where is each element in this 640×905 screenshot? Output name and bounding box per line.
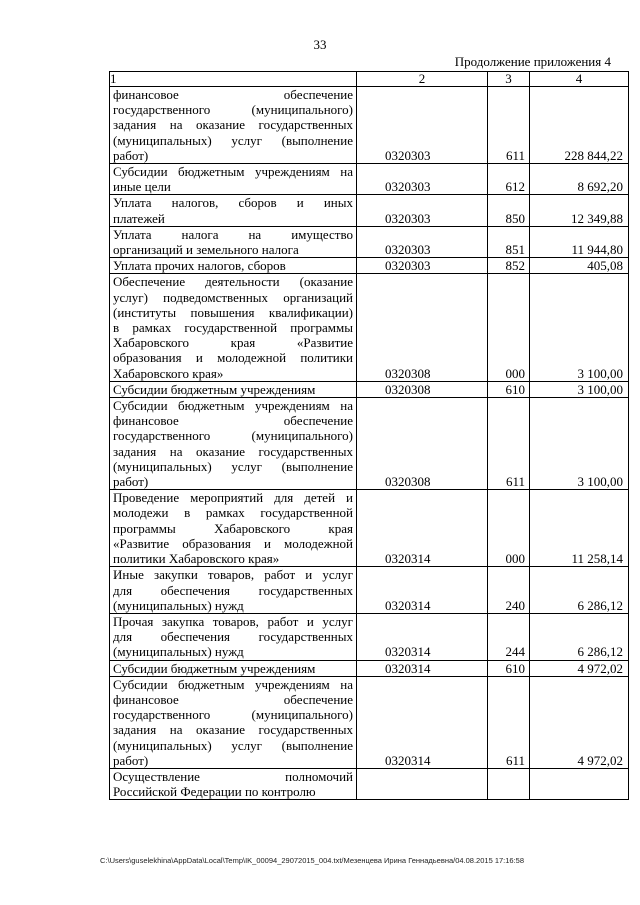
row-description xyxy=(110,676,357,768)
row-code xyxy=(357,768,488,799)
header-col-2: 2 xyxy=(357,72,488,87)
description-line: работ) xyxy=(113,474,149,490)
description-line: (институты повышения квалификации) xyxy=(113,304,353,320)
description-line: Субсидии бюджетным учреждениям на xyxy=(113,676,353,692)
table-row xyxy=(110,613,629,660)
row-expense-type: 610 xyxy=(488,381,530,397)
row-expense-type: 850 xyxy=(488,195,530,226)
description-line: финансовое обеспечение xyxy=(113,87,353,102)
description-line: платежей xyxy=(113,210,165,226)
description-line: организаций и земельного налога xyxy=(113,242,299,258)
row-description xyxy=(110,490,357,567)
header-col-1: 1 xyxy=(110,72,357,87)
table-row xyxy=(110,567,629,614)
row-amount: 6 286,12 xyxy=(530,613,629,660)
description-line: финансовое обеспечение xyxy=(113,413,353,429)
description-line: молодежи в рамках государственной xyxy=(113,505,353,521)
row-amount: 11 258,14 xyxy=(530,490,629,567)
description-line: иные цели xyxy=(113,179,171,195)
row-description xyxy=(110,660,357,676)
description-line: (муниципальных) услуг (выполнение xyxy=(113,132,353,148)
row-amount: 4 972,02 xyxy=(530,676,629,768)
description-line: задания на оказание государственных xyxy=(113,722,353,738)
description-line: (муниципальных) нужд xyxy=(113,644,244,660)
row-expense-type xyxy=(488,768,530,799)
description-line: Субсидии бюджетным учреждениям на xyxy=(113,164,353,180)
description-line: услуг) подведомственных организаций xyxy=(113,289,353,305)
row-expense-type: 240 xyxy=(488,567,530,614)
row-code: 0320308 xyxy=(357,381,488,397)
budget-table xyxy=(109,71,629,800)
row-amount: 4 972,02 xyxy=(530,660,629,676)
row-expense-type: 000 xyxy=(488,274,530,381)
description-line: Иные закупки товаров, работ и услуг xyxy=(113,567,353,583)
table-row xyxy=(110,768,629,799)
row-description xyxy=(110,274,357,381)
table-row xyxy=(110,87,629,164)
row-description xyxy=(110,567,357,614)
description-line: «Развитие образования и молодежной xyxy=(113,535,353,551)
row-expense-type: 852 xyxy=(488,258,530,274)
row-code: 0320303 xyxy=(357,226,488,257)
table-row xyxy=(110,274,629,381)
description-line: политики Хабаровского края» xyxy=(113,551,280,567)
row-code: 0320303 xyxy=(357,87,488,164)
description-line: задания на оказание государственных xyxy=(113,443,353,459)
description-line: (муниципальных) нужд xyxy=(113,597,244,613)
row-code: 0320303 xyxy=(357,258,488,274)
row-amount: 3 100,00 xyxy=(530,398,629,490)
row-code: 0320303 xyxy=(357,164,488,195)
description-line: для обеспечения государственных xyxy=(113,629,353,645)
row-amount: 228 844,22 xyxy=(530,87,629,164)
description-line: программы Хабаровского края xyxy=(113,520,353,536)
row-description xyxy=(110,613,357,660)
table-row xyxy=(110,660,629,676)
row-code: 0320308 xyxy=(357,398,488,490)
table-row xyxy=(110,676,629,768)
row-expense-type: 611 xyxy=(488,398,530,490)
table-row xyxy=(110,226,629,257)
row-description xyxy=(110,258,357,274)
row-amount xyxy=(530,768,629,799)
description-line: (муниципальных) услуг (выполнение xyxy=(113,737,353,753)
row-expense-type: 611 xyxy=(488,87,530,164)
row-expense-type: 610 xyxy=(488,660,530,676)
description-line: Уплата прочих налогов, сборов xyxy=(113,258,286,274)
description-line: в рамках государственной программы xyxy=(113,320,353,336)
description-line: Прочая закупка товаров, работ и услуг xyxy=(113,613,353,629)
row-description xyxy=(110,164,357,195)
table-row xyxy=(110,195,629,226)
description-line: Уплата налогов, сборов и иных xyxy=(113,195,353,211)
row-description xyxy=(110,226,357,257)
budget-table-body xyxy=(110,72,629,800)
table-row xyxy=(110,381,629,397)
description-line: работ) xyxy=(113,752,149,768)
description-line: финансовое обеспечение xyxy=(113,691,353,707)
description-line: государственного (муниципального) xyxy=(113,707,353,723)
row-expense-type: 000 xyxy=(488,490,530,567)
row-code: 0320308 xyxy=(357,274,488,381)
description-line: Осуществление полномочий xyxy=(113,768,353,784)
row-description xyxy=(110,381,357,397)
description-line: образования и молодежной политики xyxy=(113,350,353,366)
row-amount: 3 100,00 xyxy=(530,274,629,381)
description-line: Хабаровского края» xyxy=(113,365,224,381)
table-header-row xyxy=(110,72,629,87)
row-code: 0320303 xyxy=(357,195,488,226)
description-line: Обеспечение деятельности (оказание xyxy=(113,274,353,290)
row-code: 0320314 xyxy=(357,490,488,567)
description-line: Проведение мероприятий для детей и xyxy=(113,490,353,506)
table-row xyxy=(110,258,629,274)
page-number: 33 xyxy=(313,37,327,52)
row-expense-type: 244 xyxy=(488,613,530,660)
description-line: государственного (муниципального) xyxy=(113,102,353,118)
row-code: 0320314 xyxy=(357,567,488,614)
row-description xyxy=(110,768,357,799)
description-line: государственного (муниципального) xyxy=(113,428,353,444)
row-description xyxy=(110,398,357,490)
row-amount: 12 349,88 xyxy=(530,195,629,226)
description-line: работ) xyxy=(113,147,149,163)
header-col-4: 4 xyxy=(530,72,629,87)
row-expense-type: 611 xyxy=(488,676,530,768)
row-amount: 3 100,00 xyxy=(530,381,629,397)
row-description xyxy=(110,87,357,164)
file-path-footer: C:\Users\guselekhina\AppData\Local\Temp\IK_00094_29072015_004.txt/Мезенцева Ирина Геннадьевна/04.08.2015 17:16:58 xyxy=(100,856,525,865)
table-row xyxy=(110,164,629,195)
header-col-3: 3 xyxy=(488,72,530,87)
row-amount: 8 692,20 xyxy=(530,164,629,195)
description-line: Уплата налога на имущество xyxy=(113,226,353,242)
description-line: Хабаровского края «Развитие xyxy=(113,335,353,351)
row-amount: 11 944,80 xyxy=(530,226,629,257)
appendix-note: Продолжение приложения 4 xyxy=(454,54,611,69)
table-row xyxy=(110,490,629,567)
row-code: 0320314 xyxy=(357,613,488,660)
row-code: 0320314 xyxy=(357,676,488,768)
description-line: для обеспечения государственных xyxy=(113,582,353,598)
description-line: (муниципальных) услуг (выполнение xyxy=(113,458,353,474)
row-amount: 405,08 xyxy=(530,258,629,274)
row-amount: 6 286,12 xyxy=(530,567,629,614)
row-description xyxy=(110,195,357,226)
table-row xyxy=(110,398,629,490)
description-line: Субсидии бюджетным учреждениям xyxy=(113,381,316,397)
row-expense-type: 612 xyxy=(488,164,530,195)
row-expense-type: 851 xyxy=(488,226,530,257)
description-line: Российской Федерации по контролю xyxy=(113,784,316,800)
description-line: Субсидии бюджетным учреждениям xyxy=(113,660,316,676)
description-line: задания на оказание государственных xyxy=(113,117,353,133)
row-code: 0320314 xyxy=(357,660,488,676)
description-line: Субсидии бюджетным учреждениям на xyxy=(113,398,353,414)
